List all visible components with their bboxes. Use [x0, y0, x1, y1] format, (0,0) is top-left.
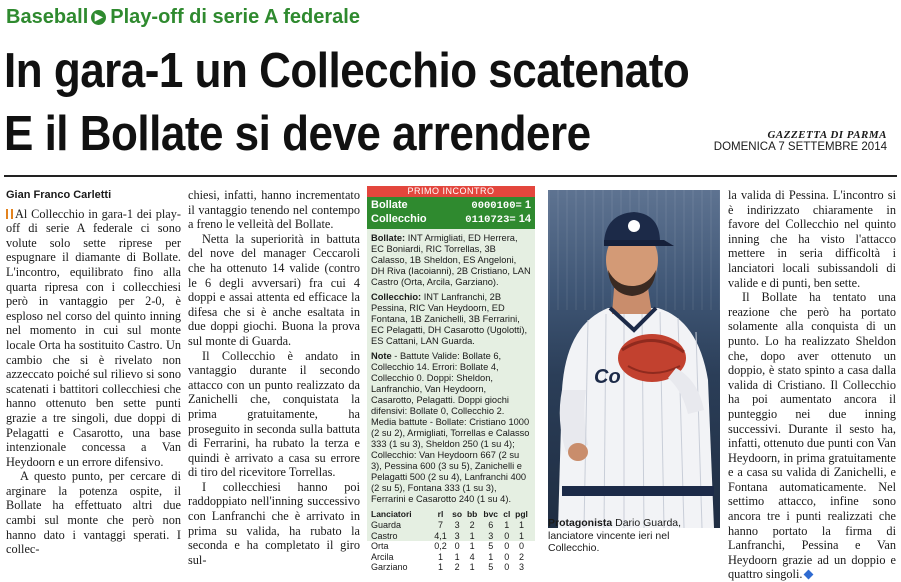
team-name: Bollate	[371, 199, 408, 211]
paragraph-marker-icon	[6, 209, 13, 219]
column-header: bvc	[483, 509, 499, 519]
bollate-lineup: Bollate: INT Armigliati, ED Herrera, EC Boniardi, RIC Torrellas, 3B Calasso, 1B Sheldon, ES Angeloni, DH Riva (Iacoianni), 2B Cristiano, LAN Castro (Orta, Arcila, Garziano).	[371, 233, 531, 287]
paragraph: Netta la superiorità in battuta del nove del manager Ceccaroli che ha ottenuto 14 valide (contro le 6 degli avversari) fra cui 4 doppi e assai attenta ed efficace la difesa che si è anche esaltata in due doppi giochi. Buona la prova sul monte di Guarda.	[188, 231, 360, 348]
section-kicker	[6, 4, 360, 30]
innings: 0110723=	[465, 214, 516, 226]
caption-label: Protagonista	[548, 517, 613, 529]
photo-caption	[548, 517, 720, 555]
paragraph: Il Collecchio è andato in vantaggio durante il secondo attacco con un punto realizzato da Zanichelli che, conquistata la prima gratuitamente, ha proseguito in seconda sulla battuta di Ferrarini, ha rubato la terza e quindi è arrivato a casa su errore di tiro del ricevitore Torrellas.	[188, 348, 360, 480]
caption-text: Dario Guarda, lanciatore vincente ieri nel Collecchio.	[548, 517, 682, 554]
end-of-article-icon	[804, 570, 814, 580]
pitchers-table	[371, 509, 531, 573]
innings: 0000100=	[471, 200, 522, 212]
game-notes: Note - Battute Valide: Bollate 6, Collecchio 14. Errori: Bollate 4, Collecchio 0. Doppi: Sheldon, Lanfranchio, Van Heydoorn, Casarotto, Pelagatti. Doppi giochi difensivi: Bollate 0, Collecchio 2. Media battute - Bollate: Cristiano 1000 (2 su 2), Armigliati, Torrellas e Calasso 333 (1 su 3), Sheldon 250 (1 su 4); Collecchio: Van Heydoorn 667 (2 su 3), Pessina 600 (3 su 5), Zanichelli e Pelagatti 500 (2 su 4), Lanfranchi 400 (2 su 5), Fontana 333 (1 su 3), Ferrarini e Casarotto 240 (1 su 4).	[371, 351, 530, 504]
byline: Gian Franco Carletti	[6, 189, 112, 201]
table-header-row	[371, 509, 531, 520]
jersey-lettering: Co	[594, 366, 621, 388]
column-header: rl	[437, 509, 444, 519]
line-score-row	[371, 199, 531, 213]
paragraph: I collecchiesi hanno poi raddoppiato nell'inning successivo con Lanfranchi che è arrivato in prima su valida, ha rubato la seconda e ha completato il giro sul-	[188, 479, 360, 567]
column-header: bb	[466, 509, 478, 519]
table-row: Castro 4,1 3 1 3 0 1	[371, 530, 525, 541]
headline-line-2: E il Bollate si deve arrendere	[4, 106, 591, 161]
paragraph: Il Bollate ha tentato una reazione che però ha portato solamente alla conquista di un punto. Lo ha realizzato Sheldon che, dopo aver ottenuto un doppio, è stato spinto a casa dalla valida di Cristiano. Il Collecchio ha poi aumentato ancora il punteggio nei due inning successivi. Durante il sesto ha, infatti, ottenuto due punti con Van Heydoorn, in prima gratuitamente e a casa su valida di Zanichelli, e Fontana automaticamente. Nel settimo attacco, infine sono ancora tre i punti realizzati che hanno portato la firma di Lanfranchi, Pessina e Van Heydoorn grazie ad un doppio e quattro singoli.	[728, 290, 896, 582]
chevron-right-icon: ▶	[91, 10, 106, 25]
pitcher-illustration	[548, 190, 720, 528]
table-row: Guarda 7 3 2 6 1 1	[371, 520, 525, 530]
article-column-2	[188, 188, 360, 567]
line-score	[367, 197, 535, 229]
publication-date: DOMENICA 7 SETTEMBRE 2014	[713, 141, 887, 153]
headline	[4, 40, 724, 165]
paragraph: la valida di Pessina. L'incontro si è indirizzato chiaramente in favore del Collecchio nel quinto inning che ha visto l'attacco mettere in seria difficoltà i lanciatori locali subissandoli di valide e di punti, ben sette.	[728, 188, 896, 290]
newspaper-name: GAZZETTA DI PARMA	[767, 129, 887, 141]
table-row: Arcila 1 1 4 1 0 2	[371, 551, 525, 562]
team-name: Collecchio	[371, 213, 427, 225]
line-score-row	[371, 213, 531, 227]
column-header: pgl	[515, 509, 528, 519]
box-score-header: PRIMO INCONTRO	[367, 186, 535, 197]
total-runs: 14	[518, 213, 531, 225]
collecchio-lineup: Collecchio: INT Lanfranchi, 2B Pessina, RIC Van Heydoorn, ED Fontana, 1B Zanichelli, 3B Ferrarini, EC Pelagatti, DH Casarotto (Ugolotti), ES Cattani, LAN Guarda.	[371, 292, 528, 346]
article-column-1	[6, 188, 181, 557]
paragraph: chiesi, infatti, hanno incrementato il vantaggio tenendo nel contempo a freno le velleità del Bollate.	[188, 188, 360, 232]
header-rule	[4, 175, 897, 177]
column-header: so	[452, 509, 463, 519]
table-row: Orta 0,2 0 1 5 0 0	[371, 541, 525, 551]
masthead	[714, 129, 887, 153]
total-runs: 1	[524, 199, 531, 211]
topic-label: Play-off di serie A federale	[110, 5, 360, 28]
column-header: cl	[503, 509, 511, 519]
headline-line-1: In gara-1 un Collecchio scatenato	[4, 43, 690, 99]
column-header: Lanciatori	[371, 509, 412, 519]
table-row: Garziano 1 2 1 5 0 3	[371, 562, 525, 572]
section-label: Baseball	[6, 5, 89, 28]
box-score-body	[367, 229, 535, 573]
paragraph: Al Collecchio in gara-1 dei play-off di serie A federale ci sono volute solo sette riprese per espugnare il diamante di Bollate. L'incontro, equilibrato fino alla quarta ripresa con i collecchiesi però in vantaggio per 2-0, è esploso nel corso del quinto inning nel momento in cui sul monte locale Orta ha sostituito Castro. Un cambio che si è rivelato non azzeccato poiché sul rilievo si sono scatenati i battitori collecchiesi che hanno ottenuto ben sette punti grazie a tre singoli, due doppi di Pelagatti e Casarotto, una base intenzionale concessa a Van Heydoorn e un errore difensivo.	[6, 206, 181, 469]
article-column-4	[728, 188, 896, 582]
paragraph: A questo punto, per cercare di arginare la potenza ospite, il Bollate ha effettuato altri due cambi sul monte che però non hanno dato i vantaggi sperati. I collec-	[6, 469, 181, 557]
box-score	[367, 186, 535, 572]
player-photo	[548, 190, 720, 528]
